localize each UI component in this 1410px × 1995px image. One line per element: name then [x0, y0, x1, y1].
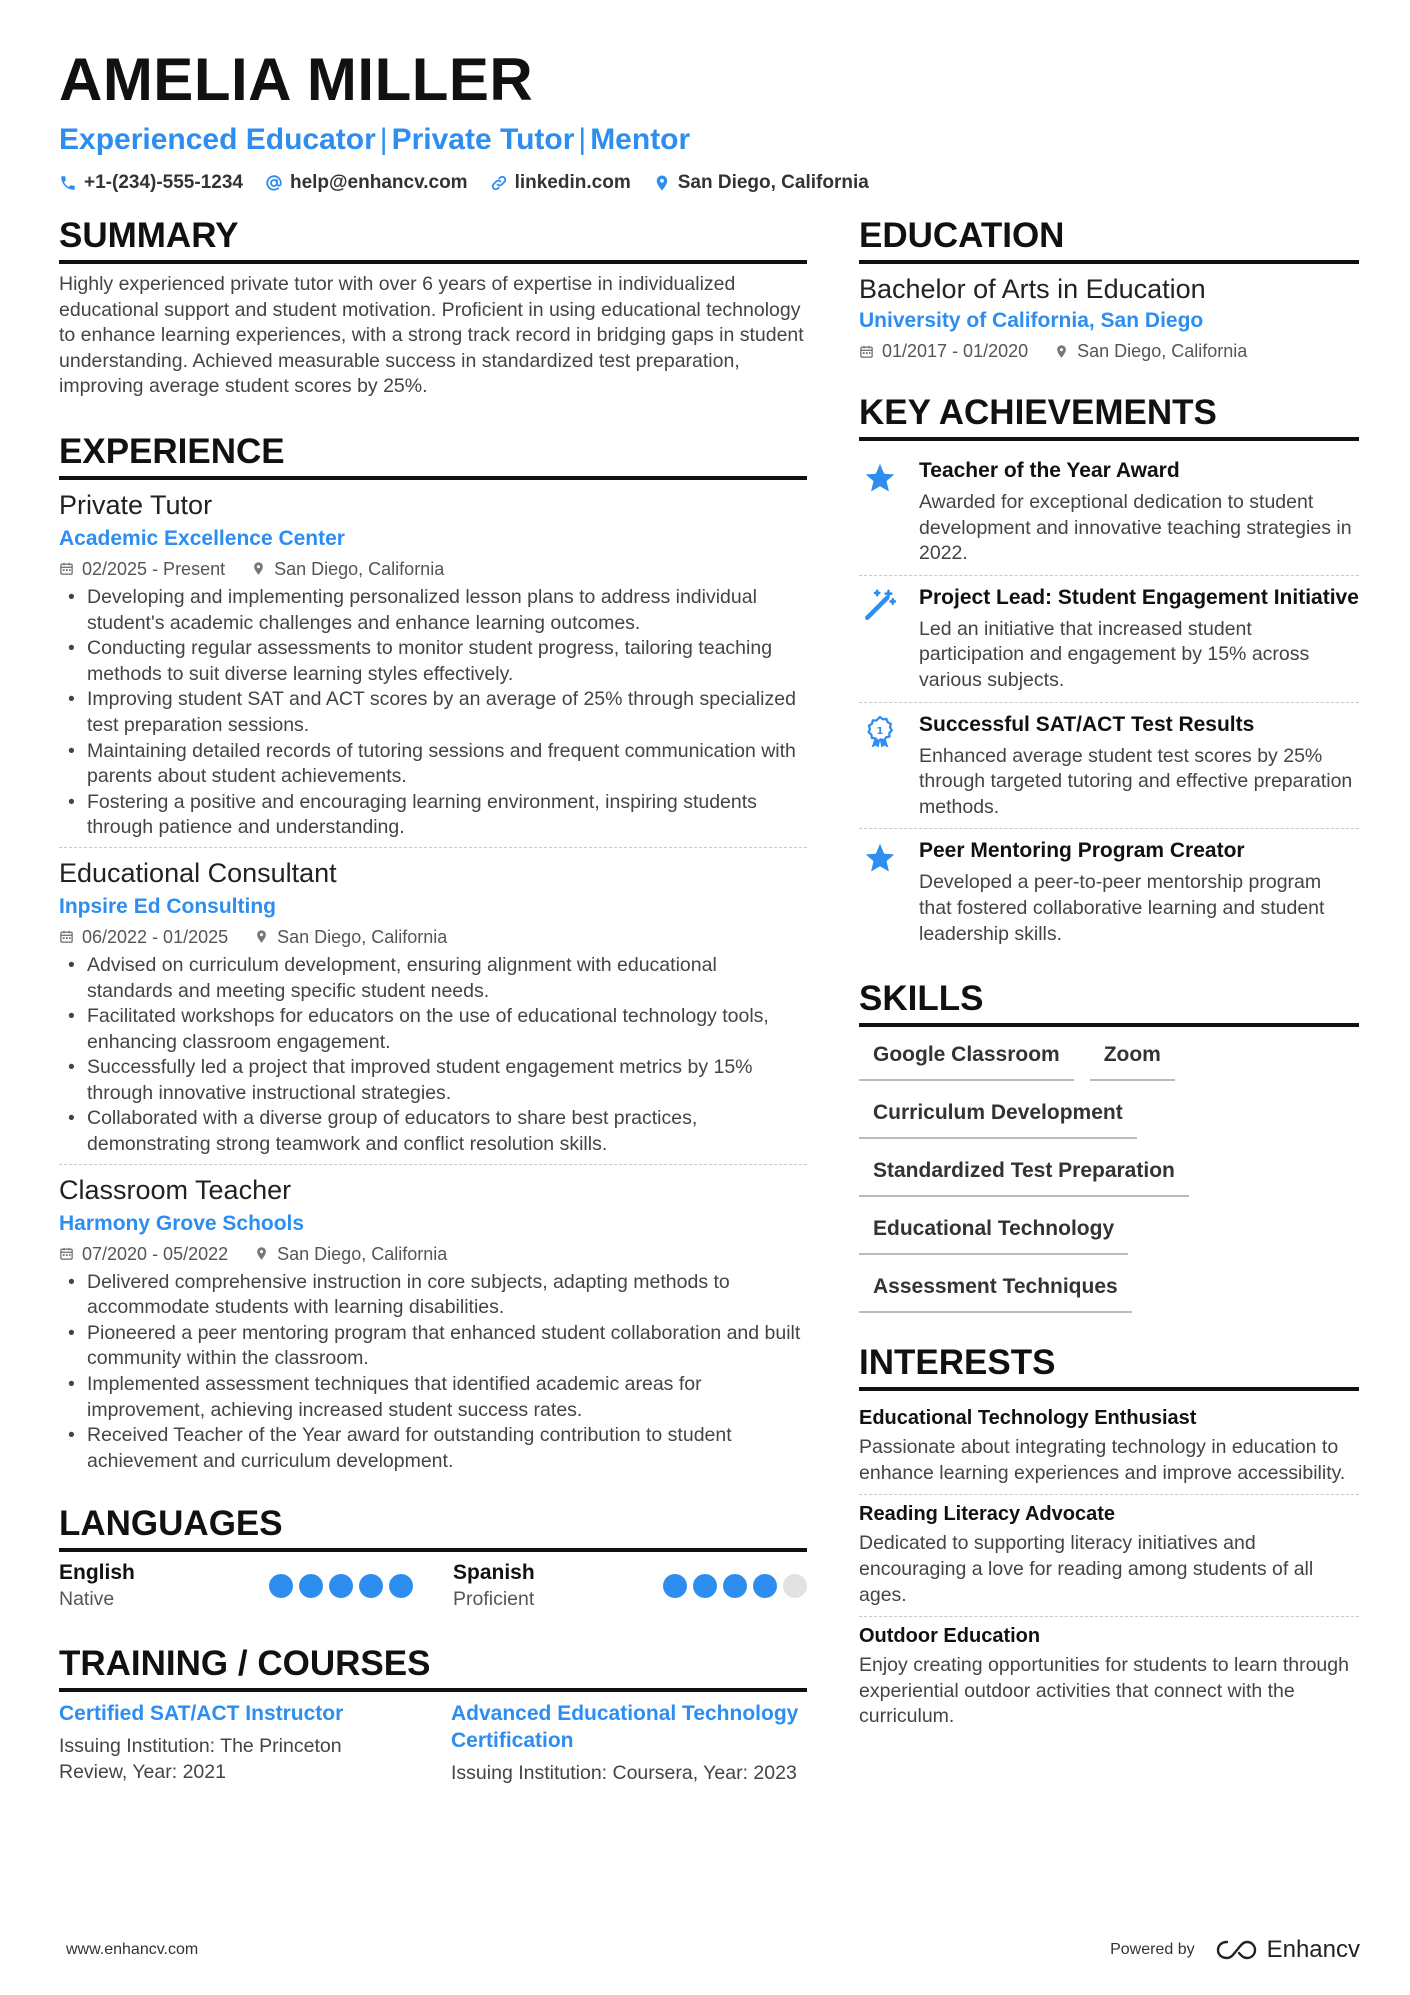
language-rating: [663, 1574, 807, 1598]
education-dates: [859, 339, 1028, 363]
bullet-item: • Implemented assessment techniques that identified academic areas for improvement, achieving increased student success rates.: [59, 1372, 807, 1423]
job-company: Harmony Grove Schools: [59, 1211, 305, 1235]
powered-by-label: Powered by: [1110, 1941, 1195, 1958]
map-pin-icon: [254, 1246, 269, 1261]
rating-dot-filled: [663, 1574, 687, 1598]
location-text: San Diego, California: [677, 172, 869, 193]
job-role: Classroom Teacher: [59, 1174, 292, 1205]
job-role: Private Tutor: [59, 489, 213, 520]
section-heading: EXPERIENCE: [59, 430, 807, 480]
language-level: Native: [59, 1588, 115, 1611]
course-list: [59, 1700, 807, 1786]
job-meta: [59, 925, 807, 949]
bullet-item: • Developing and implementing personalized lesson plans to address individual student's academic challenges and enhance learning outcomes.: [59, 585, 807, 636]
skill-tag: Assessment Techniques: [859, 1269, 1132, 1313]
bullet-item: • Improving student SAT and ACT scores by an average of 25% through specialized test preparation sessions.: [59, 687, 807, 738]
calendar-icon: [59, 929, 74, 944]
bullet-item: • Maintaining detailed records of tutoring sessions and frequent communication with parents about student achievements.: [59, 739, 807, 790]
bullet-item: • Advised on curriculum development, ensuring alignment with educational standards and meeting specific student needs.: [59, 953, 807, 1004]
achievement-body: [919, 584, 1359, 694]
bullet-item: • Received Teacher of the Year award for outstanding contribution to student achievement and curriculum development.: [59, 1423, 807, 1474]
section-heading: TRAINING / COURSES: [59, 1642, 807, 1692]
title-part: Experienced Educator: [59, 123, 376, 156]
interest-item: [859, 1616, 1359, 1738]
rating-dot-filled: [329, 1574, 353, 1598]
contact-email[interactable]: [265, 172, 468, 194]
job-entry: [59, 847, 807, 1164]
interest-title: Reading Literacy Advocate: [859, 1503, 1116, 1526]
award-ribbon-icon: [863, 715, 897, 749]
calendar-icon: [859, 344, 874, 359]
interest-desc: Passionate about integrating technology in education to enhance learning experiences and improve accessibility.: [859, 1436, 1346, 1484]
achievement-item: [859, 828, 1359, 955]
language-list: [59, 1560, 807, 1612]
map-pin-icon: [653, 174, 671, 192]
interest-desc: Dedicated to supporting literacy initiatives and encouraging a love for reading among students of all ages.: [859, 1532, 1314, 1606]
title-separator: |: [578, 123, 587, 156]
contact-location: [653, 172, 869, 194]
education-location: [1054, 339, 1247, 363]
achievement-item: [859, 575, 1359, 702]
course-desc: Issuing Institution: Coursera, Year: 2023: [451, 1762, 797, 1785]
contact-linkedin[interactable]: [490, 172, 631, 194]
star-icon: [863, 841, 897, 875]
rating-dot-filled: [269, 1574, 293, 1598]
course-item: [59, 1700, 415, 1786]
job-dates: [59, 925, 228, 949]
job-role: Educational Consultant: [59, 857, 337, 888]
job-bullets: [59, 953, 807, 1158]
calendar-icon: [59, 561, 74, 576]
job-dates: [59, 557, 225, 581]
map-pin-icon: [251, 561, 266, 576]
interest-item: [859, 1494, 1359, 1616]
footer-website[interactable]: www.enhancv.com: [66, 1941, 199, 1958]
course-item: [451, 1700, 807, 1786]
section-heading: INTERESTS: [859, 1341, 1359, 1391]
language-name: English: [59, 1561, 135, 1585]
page-footer: [66, 1936, 1360, 1964]
job-location: [251, 557, 444, 581]
job-dates-text: 06/2022 - 01/2025: [82, 926, 229, 947]
language-name: Spanish: [453, 1561, 535, 1585]
job-dates-text: 02/2025 - Present: [82, 558, 226, 579]
language-level: Proficient: [453, 1588, 535, 1611]
achievement-title: Teacher of the Year Award: [919, 459, 1180, 482]
bullet-item: • Fostering a positive and encouraging learning environment, inspiring students through patience and understanding.: [59, 790, 807, 841]
job-bullets: [59, 585, 807, 841]
job-bullets: [59, 1270, 807, 1475]
brand-name: Enhancv: [1266, 1936, 1360, 1963]
course-title: Certified SAT/ACT Instructor: [59, 1702, 344, 1726]
bullet-item: • Conducting regular assessments to monitor student progress, tailoring teaching methods to suit diverse learning styles effectively.: [59, 636, 807, 687]
achievement-desc: Led an initiative that increased student participation and engagement by 15% across various subjects.: [919, 617, 1310, 691]
at-sign-icon: [265, 174, 283, 192]
section-heading: SKILLS: [859, 977, 1359, 1027]
bullet-item: • Collaborated with a diverse group of educators to share best practices, demonstrating strong teamwork and conflict resolution skills.: [59, 1106, 807, 1157]
education-dates-text: 01/2017 - 01/2020: [882, 341, 1029, 361]
job-company: Academic Excellence Center: [59, 526, 345, 550]
achievement-body: [919, 711, 1359, 821]
rating-dot-filled: [359, 1574, 383, 1598]
section-heading: SUMMARY: [59, 214, 807, 264]
title-separator: |: [379, 123, 388, 156]
job-meta: [59, 557, 807, 581]
rating-dot-filled: [753, 1574, 777, 1598]
interest-title: Outdoor Education: [859, 1625, 1041, 1648]
job-entry: [59, 1164, 807, 1481]
job-company: Inpsire Ed Consulting: [59, 894, 277, 918]
section-heading: EDUCATION: [859, 214, 1359, 264]
rating-dot-filled: [299, 1574, 323, 1598]
achievements-section: [859, 391, 1359, 955]
map-pin-icon: [254, 929, 269, 944]
achievement-item: [859, 702, 1359, 829]
job-meta: [59, 1242, 807, 1266]
bullet-item: • Pioneered a peer mentoring program that enhanced student collaboration and built community within the classroom.: [59, 1321, 807, 1372]
language-item: [59, 1560, 413, 1612]
education-location-text: San Diego, California: [1077, 341, 1248, 361]
achievement-body: [919, 837, 1359, 947]
achievement-body: [919, 457, 1359, 567]
linkedin-text: linkedin.com: [514, 172, 631, 193]
svg-text:1: 1: [876, 725, 884, 737]
section-heading: LANGUAGES: [59, 1502, 807, 1552]
contact-bar: [59, 172, 1359, 194]
job-location-text: San Diego, California: [277, 1243, 448, 1264]
language-item: [453, 1560, 807, 1612]
title-part: Private Tutor: [391, 123, 575, 156]
contact-phone[interactable]: [59, 172, 243, 194]
course-desc: Issuing Institution: The Princeton Review, Year: 2021: [59, 1735, 342, 1784]
candidate-title: [59, 120, 1359, 160]
language-rating: [269, 1574, 413, 1598]
job-location: [254, 1242, 447, 1266]
powered-by: [1110, 1936, 1360, 1964]
rating-dot-filled: [693, 1574, 717, 1598]
job-location-text: San Diego, California: [274, 558, 445, 579]
bullet-item: • Facilitated workshops for educators on the use of educational technology tools, enhancing classroom engagement.: [59, 1004, 807, 1055]
skill-list: [859, 1037, 1319, 1313]
section-heading: KEY ACHIEVEMENTS: [859, 391, 1359, 441]
achievement-desc: Developed a peer-to-peer mentorship program that fostered collaborative learning and student leadership skills.: [919, 871, 1325, 945]
achievement-title: Project Lead: Student Engagement Initiative: [919, 585, 1359, 609]
left-column: [59, 214, 807, 1786]
job-dates: [59, 1242, 228, 1266]
rating-dot-filled: [723, 1574, 747, 1598]
job-dates-text: 07/2020 - 05/2022: [82, 1243, 229, 1264]
resume-header: [59, 44, 1359, 194]
education-school: University of California, San Diego: [859, 309, 1204, 332]
skill-tag: Zoom: [1090, 1037, 1175, 1081]
achievement-title: Peer Mentoring Program Creator: [919, 839, 1245, 863]
job-location: [254, 925, 447, 949]
title-part: Mentor: [590, 123, 691, 156]
achievement-desc: Awarded for exceptional dedication to student development and innovative teaching strategies in 2022.: [919, 491, 1352, 565]
enhancv-logo-icon: [1215, 1938, 1259, 1962]
skill-tag: Standardized Test Preparation: [859, 1153, 1189, 1197]
interest-desc: Enjoy creating opportunities for students to learn through experiential outdoor activities that connect with the curriculum.: [859, 1654, 1349, 1728]
language-info: [453, 1560, 535, 1612]
magic-wand-icon: [863, 588, 897, 622]
achievement-desc: Enhanced average student test scores by 25% through targeted tutoring and effective preparation methods.: [919, 744, 1353, 818]
experience-section: [59, 430, 807, 1480]
star-icon: [863, 461, 897, 495]
phone-icon: [59, 174, 77, 192]
summary-text: Highly experienced private tutor with over 6 years of expertise in individualized educational support and student motivation. Proficient in using educational technology to enhance learning experiences, with a strong track record in bridging gaps in student understanding. Achieved measurable success in standardized test preparation, improving average student scores by 25%.: [59, 273, 804, 398]
achievement-item: [859, 449, 1359, 575]
education-meta: [859, 339, 1359, 363]
calendar-icon: [59, 1246, 74, 1261]
brand-logo[interactable]: [1215, 1936, 1360, 1964]
rating-dot-empty: [783, 1574, 807, 1598]
languages-section: [59, 1502, 807, 1612]
right-column: [859, 214, 1359, 1738]
course-title: Advanced Educational Technology Certification: [451, 1702, 799, 1753]
bullet-item: • Delivered comprehensive instruction in core subjects, adapting methods to accommodate students with learning disabilities.: [59, 1270, 807, 1321]
summary-section: [59, 214, 807, 400]
rating-dot-filled: [389, 1574, 413, 1598]
job-entry: [59, 488, 807, 847]
achievement-title: Successful SAT/ACT Test Results: [919, 712, 1255, 736]
language-info: [59, 1560, 135, 1612]
training-section: [59, 1642, 807, 1786]
interest-item: [859, 1399, 1359, 1494]
email-text: help@enhancv.com: [289, 172, 468, 193]
skill-tag: Google Classroom: [859, 1037, 1074, 1081]
bullet-item: • Successfully led a project that improved student engagement metrics by 15% through innovative instructional strategies.: [59, 1055, 807, 1106]
link-icon: [490, 174, 508, 192]
skill-tag: Curriculum Development: [859, 1095, 1137, 1139]
skill-tag: Educational Technology: [859, 1211, 1128, 1255]
interests-section: [859, 1341, 1359, 1738]
education-section: [859, 214, 1359, 363]
skills-section: [859, 977, 1359, 1313]
map-pin-icon: [1054, 344, 1069, 359]
interest-title: Educational Technology Enthusiast: [859, 1407, 1197, 1430]
candidate-name: AMELIA MILLER: [59, 46, 534, 113]
education-degree: Bachelor of Arts in Education: [859, 274, 1206, 304]
job-location-text: San Diego, California: [277, 926, 448, 947]
phone-text: +1-(234)-555-1234: [84, 172, 243, 193]
